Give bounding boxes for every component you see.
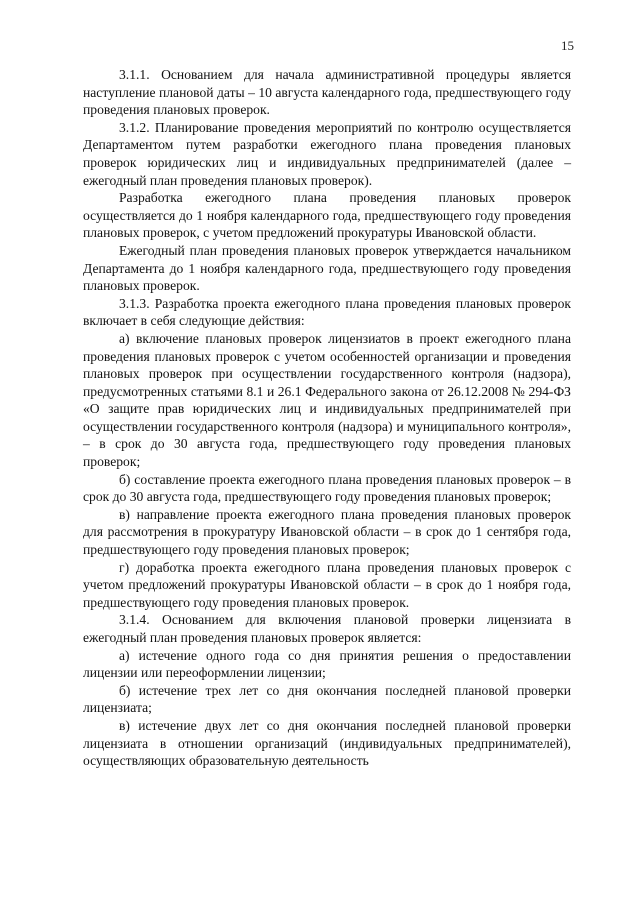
list-item-v-2: в) истечение двух лет со дня окончания последней плановой проверки лицензиата в отношении организаций (индивидуальных предпринимателей), осуществляющих образовательную деятельность [83,717,571,769]
paragraph-3-1-3: 3.1.3. Разработка проекта ежегодного плана проведения плановых проверок включает в себя следующие действия: [83,295,571,329]
paragraph-3-1-2: 3.1.2. Планирование проведения мероприятий по контролю осуществляется Департаментом путем разработки ежегодного плана проведения плановых проверок юридических лиц и индивидуальных предпринимателей (далее – ежегодный план проведения плановых проверок). [83,119,571,188]
list-item-a: а) включение плановых проверок лицензиатов в проект ежегодного плана проведения плановых проверок с учетом особенностей организации и проведения плановых проверок при осуществлении государственного контроля (надзора), предусмотренных статьями 8.1 и 26.1 Федерального закона от 26.12.2008 № 294-ФЗ «О защите прав юридических лиц и индивидуальных предпринимателей при осуществлении государственного контроля (надзора) и муниципального контроля», – в срок до 30 августа года, предшествующего году проведения плановых проверок; [83,330,571,470]
page-number: 15 [561,38,574,53]
list-item-v: в) направление проекта ежегодного плана проведения плановых проверок для рассмотрения в прокуратуру Ивановской области – в срок до 1 сентября года, предшествующего году проведения плановых проверок; [83,506,571,558]
list-item-b: б) составление проекта ежегодного плана проведения плановых проверок – в срок до 30 августа года, предшествующего году проведения плановых проверок; [83,471,571,505]
paragraph-3-1-4: 3.1.4. Основанием для включения плановой проверки лицензиата в ежегодный план проведения плановых проверок является: [83,612,571,645]
list-item-g: г) доработка проекта ежегодного плана проведения плановых проверок с учетом предложений прокуратуры Ивановской области – в срок до 1 ноября года, предшествующего году проведения плановых проверок. [83,559,571,610]
paragraph-plan-development: Разработка ежегодного плана проведения плановых проверок осуществляется до 1 ноября календарного года, предшествующего году проведения плановых проверок, с учетом предложений прокуратуры Ивановской области. [83,190,571,241]
paragraph-plan-approval: Ежегодный план проведения плановых проверок утверждается начальником Департамента до 1 ноября календарного года, предшествующего году проведения плановых проверок. [83,242,571,294]
list-item-b-2: б) истечение трех лет со дня окончания последней плановой проверки лицензиата; [83,682,571,716]
list-item-a-2: а) истечение одного года со дня принятия решения о предоставлении лицензии или переоформлении лицензии; [83,647,571,681]
paragraph-3-1-1: 3.1.1. Основанием для начала административной процедуры является наступление плановой даты – 10 августа календарного года, предшествующего году проведения плановых проверок. [83,67,571,118]
document-body [83,66,571,770]
